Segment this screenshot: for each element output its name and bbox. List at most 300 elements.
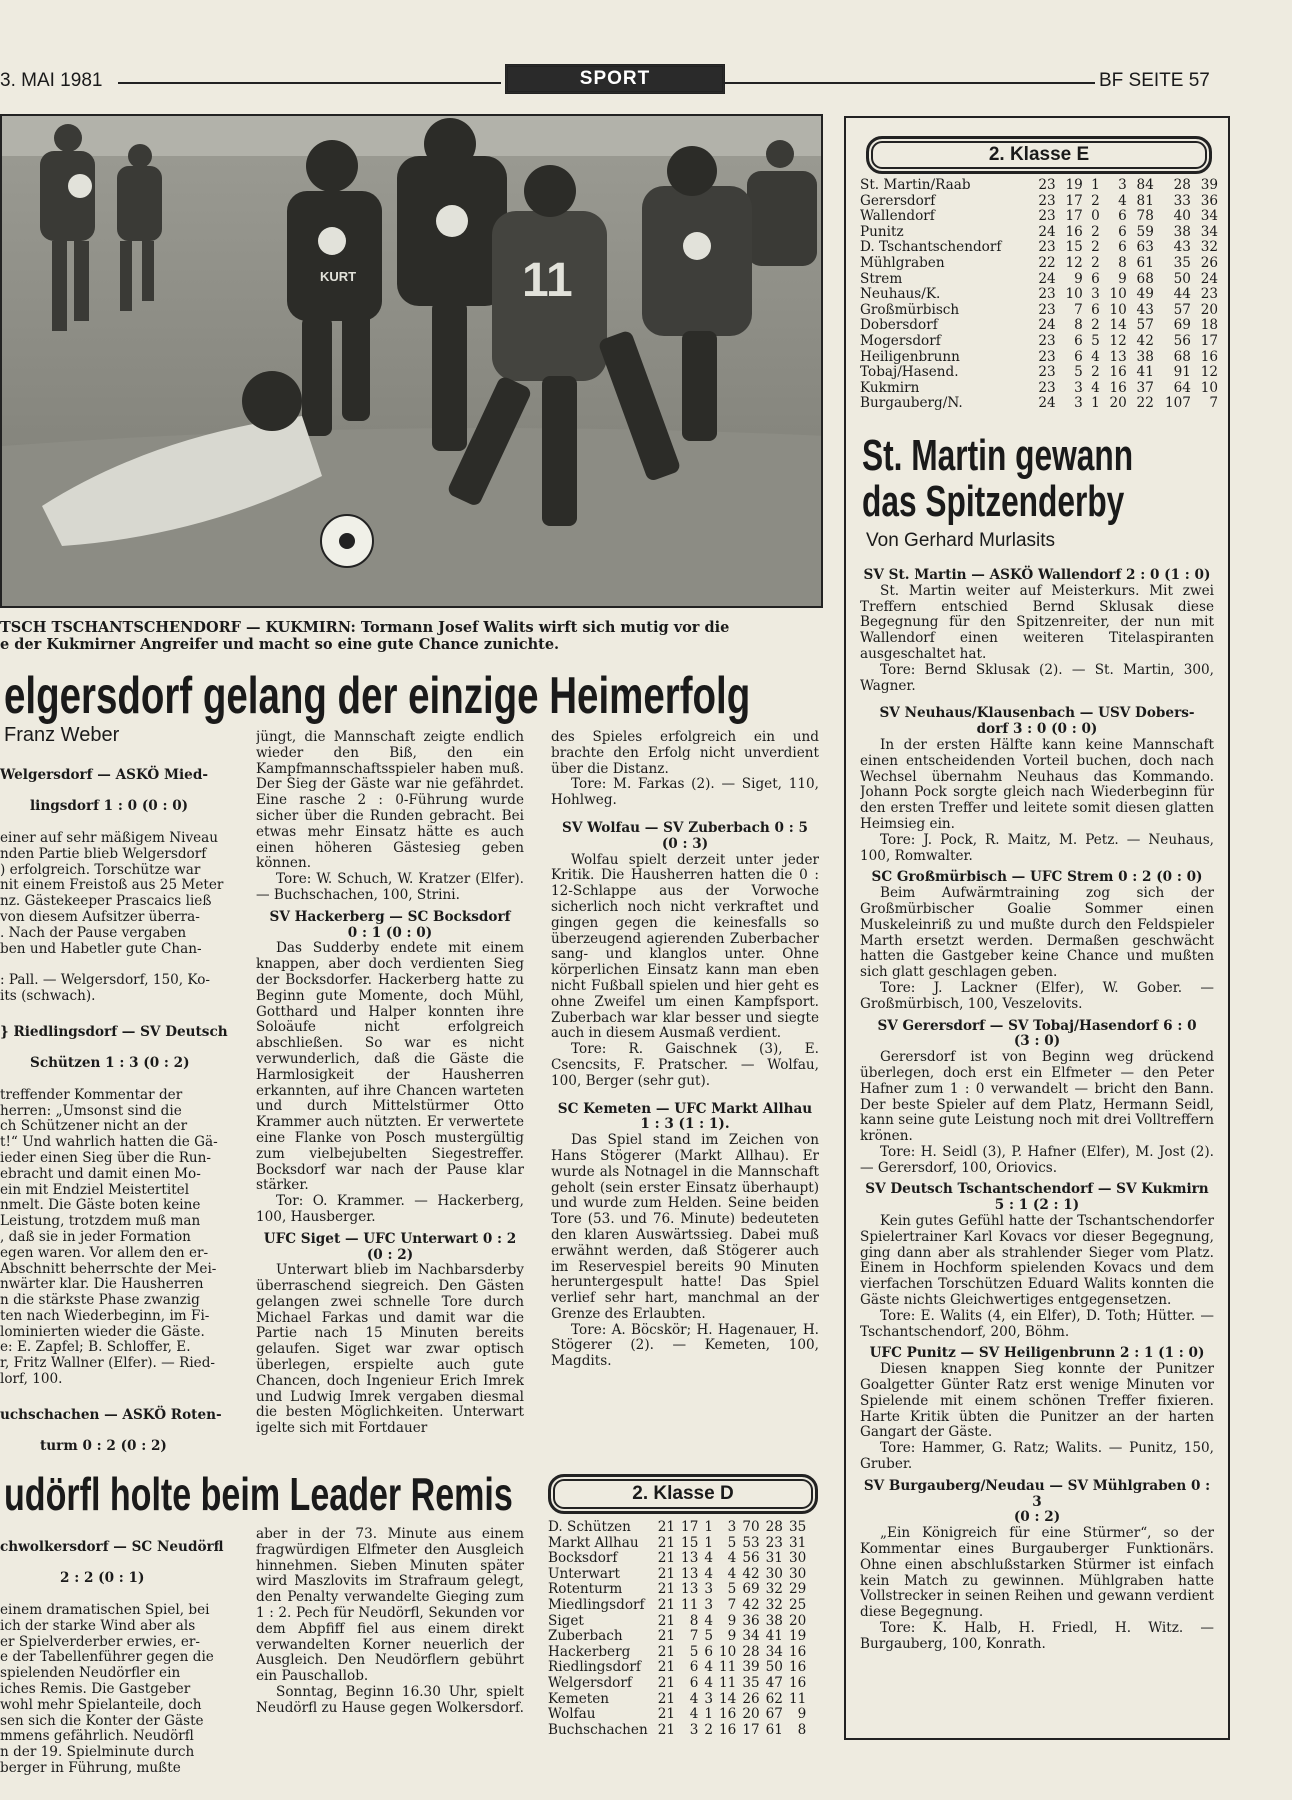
c2-match2-text: Unterwart blieb im Nachbarsderby überraschend siegreich. Den Gästen gelangen zwei schnelle Tore durch Michael Farkas und damit war die Partie nach 15 Minuten bereits gelaufen. Siget war zwar optisch überlegen, erspielte auch gute Chancen, doch Ingenieur Erich Imrek und Ludwig Imrek vergaben diesmal die besten Möglichkeiten. Unterwart igelte sich mit Fortdauer	[256, 1262, 524, 1437]
table-cell: 4	[689, 1690, 699, 1707]
table-row	[548, 1536, 806, 1552]
table-cell: 20	[1109, 395, 1127, 412]
table-cell: 64	[1173, 379, 1191, 396]
table-cell: 3	[704, 1690, 714, 1707]
r-m5-head2: 5 : 1 (2 : 1)	[994, 1197, 1080, 1214]
table-cell: 6	[1074, 348, 1083, 365]
r-m6-tore: Tore: Hammer, G. Ratz; Walits. — Punitz, 150, Gruber.	[860, 1440, 1214, 1473]
team-name: Siget	[548, 1612, 584, 1629]
table-cell: 36	[1200, 192, 1218, 209]
table-cell: 5	[1074, 364, 1083, 381]
table-row	[548, 1723, 806, 1739]
jersey-text: KURT	[320, 269, 357, 284]
r-m4-text: Gerersdorf ist von Beginn weg drückend überlegen, doch erst ein Elfmeter — den Peter Hafner zum 1 : 0 verwandelt — bricht den Bann. Der beste Spieler auf dem Platz, Hermann Seidl, kann seine gute Leistung noch mit drei Volltreffern krönen.	[860, 1049, 1214, 1145]
table-cell: 69	[742, 1581, 760, 1598]
team-name: Großmürbisch	[860, 301, 960, 318]
table-row	[548, 1707, 806, 1723]
table-cell: 3	[704, 1581, 714, 1598]
c1-match1-head2: lingsdorf 1 : 0 (0 : 0)	[30, 798, 189, 815]
main-headline: elgersdorf gelang der einzige Heimerfolg	[4, 667, 751, 725]
table-cell: 1	[704, 1519, 714, 1535]
table-cell: 24	[1038, 270, 1056, 287]
bottom-c2-text: aber in der 73. Minute aus einem fragwürdigen Elfmeter den Ausgleich hinnehmen. Sieben Minuten später wird Maszlovits im Strafraum gelegt, den Penalty verwandelte Gieging zum 1 : 2. Pech für Neudörfl, Sekunden vor dem Abpfiff fiel aus einem direkt verwandelten Korner neuerlich der Ausgleich. Den Neudörflern gebührt ein Pauschallob.	[256, 1527, 524, 1685]
table-cell: 21	[657, 1674, 676, 1691]
table-cell: 15	[681, 1534, 699, 1551]
table-cell: 57	[1173, 301, 1191, 318]
team-name: Unterwart	[548, 1565, 620, 1582]
table-row	[860, 240, 1218, 256]
table-row	[860, 225, 1218, 241]
bottom-c2-text2: Sonntag, Beginn 16.30 Uhr, spielt Neudörfl zu Hause gegen Wolkersdorf.	[256, 1683, 524, 1716]
table-cell: 30	[788, 1550, 807, 1567]
table-cell: 5	[727, 1534, 737, 1551]
team-name: D. Schützen	[548, 1519, 631, 1535]
table-cell: 39	[1200, 177, 1218, 193]
table-cell: 34	[742, 1628, 760, 1645]
table-cell: 7	[1074, 301, 1083, 318]
table-cell: 1	[704, 1706, 714, 1723]
bottom-column-2	[256, 1527, 524, 1777]
c3-match1-head1: SV Wolfau — SV Zuberbach 0 : 5	[562, 819, 808, 836]
table-cell: 32	[1200, 239, 1218, 256]
table-cell: 10	[1065, 286, 1083, 303]
table-cell: 14	[719, 1690, 737, 1707]
table-cell: 49	[1136, 286, 1154, 303]
c3-match1-head2: (0 : 3)	[661, 835, 709, 852]
table-cell: 32	[765, 1581, 783, 1598]
table-cell: 8	[1074, 317, 1083, 334]
table-cell: 9	[797, 1706, 807, 1723]
c2-match1-text: Das Sudderby endete mit einem knappen, aber doch verdienten Sieg der Bocksdorfer. Hackerberg hatte zu Beginn gute Momente, doch Mühl, Gotthard und Halper konnten ihre Soloäufe nicht erfolgreich abschließen. So war es nicht verwunderlich, daß die Gäste die Harmlosigkeit der Hausherren erkannten, auf ihre Chancen warteten und durch Mittelstürmer Otto Krammer auch nützten. Er verwertete eine Flanke von Posch mustergültig zum vielbejubelten Siegestreffer. Bocksdorf war nach der Pause klar stärker.	[256, 940, 524, 1194]
table-cell: 31	[788, 1534, 807, 1551]
table-cell: 34	[1200, 208, 1218, 225]
table-cell: 34	[1200, 223, 1218, 240]
table-cell: 13	[1109, 348, 1127, 365]
table-cell: 15	[1065, 239, 1083, 256]
table-cell: 16	[1200, 348, 1218, 365]
main-byline: Franz Weber	[4, 724, 120, 746]
table-cell: 21	[657, 1706, 676, 1723]
team-name: Zuberbach	[548, 1628, 623, 1645]
table-row	[860, 178, 1218, 194]
table-cell: 23	[1200, 286, 1218, 303]
r-m1-tore: Tore: Bernd Sklusak (2). — St. Martin, 300, Wagner.	[860, 661, 1214, 694]
bottom-c1-text: einem dramatischen Spiel, bei ich der starke Wind aber als er Spielverderber erwies, er- e der Tabellenführer gegen die spielenden Neudörfler ein iches Remis. Die Gastgeber wohl mehr Spielanteile, doch sen sich die Konter der Gäste mmens gefährlich. Neudörfl n der 19. Spielminute durch berger in Führung, mußte	[0, 1601, 214, 1776]
table-row	[860, 365, 1218, 381]
table-cell: 2	[1091, 364, 1100, 381]
table-cell: 19	[1065, 177, 1083, 193]
table-cell: 4	[704, 1674, 714, 1691]
table-cell: 4	[704, 1550, 714, 1567]
r-m2-tore: Tore: J. Pock, R. Maitz, M. Petz. — Neuhaus, 100, Romwalter.	[860, 831, 1214, 864]
table-cell: 33	[1173, 192, 1191, 209]
table-row	[548, 1520, 806, 1536]
table-cell: 10	[1109, 286, 1127, 303]
r-m2-head2: dorf 3 : 0 (0 : 0)	[976, 721, 1098, 738]
table-row	[860, 350, 1218, 366]
table-cell: 35	[1173, 254, 1191, 271]
table-row	[860, 318, 1218, 334]
c1-match2-text: treffender Kommentar der herren: „Umsonst sind die ch Schützener nicht an der t!“ Und wahrlich hatten die Gä- ieder einen Sieg über die Run- ebracht und damit einen Mo- ein mit Endziel Meistertitel nmelt. Die Gäste boten keine Leistung, trotzdem muß man , daß sie in jeder Formation egen waren. Vor allem den er- Abschnitt beherrschte der Mei- nwärter klar. Die Hausherren n die stärkste Phase zwanzig ten nach Wiederbeginn, im Fi- lominierten wieder die Gäste. e: E. Zapfel; B. Schloffer, E. r, Fritz Wallner (Elfer). — Ried- lorf, 100.	[0, 1086, 218, 1388]
table-cell: 22	[1136, 395, 1154, 412]
table-cell: 38	[765, 1612, 783, 1629]
table-cell: 11	[719, 1659, 737, 1676]
table-cell: 9	[727, 1612, 737, 1629]
r-m7-tore: Tore: K. Halb, H. Friedl, H. Witz. — Burgauberg, 100, Konrath.	[860, 1620, 1214, 1652]
table-cell: 17	[1065, 208, 1083, 225]
r-m3-text: Beim Aufwärmtraining zog sich der Großmürbischer Goalie Sommer einen Muskeleinriß zu und mußte durch den Feldspieler Marth ersetzt werden. Dermaßen geschwächt hatten die Gastgeber keine Chance und mußten sich glatt geschlagen geben.	[860, 885, 1214, 981]
team-name: Mühlgraben	[860, 254, 945, 271]
team-name: St. Martin/Raab	[860, 177, 971, 193]
table-cell: 23	[1038, 332, 1056, 349]
c1-match1-text: einer auf sehr mäßigem Niveau nden Partie blieb Welgersdorf ) erfolgreich. Torschütze war nit einem Freistoß aus 25 Meter nz. Gästekeeper Prascaics ließ von diesem Aufsitzer überra- . Nach der Pause vergaben ben und Habetler gute Chan-	[0, 829, 224, 957]
r-m5-tore: Tore: E. Walits (4, ein Elfer), D. Toth; Hütter. — Tschantschendorf, 200, Böhm.	[860, 1307, 1214, 1340]
table-row	[548, 1551, 806, 1567]
r-m6-head: UFC Punitz — SV Heiligenbrunn 2 : 1 (1 : 0)	[869, 1345, 1205, 1362]
c2-text0: jüngt, die Mannschaft zeigte endlich wieder den Biß, den ein Kampfmannschaftsspieler haben muß. Der Sieg der Gäste war nie gefährdet. Eine rasche 2 : 0-Führung wurde sicher über die Runden gebracht. Bei etwas mehr Einsatz hätte es auch einen höheren Gästesieg geben können.	[256, 730, 524, 872]
r-m3-tore: Tore: J. Lackner (Elfer), W. Gober. — Großmürbisch, 100, Veszelovits.	[860, 979, 1214, 1012]
table-cell: 16	[1109, 364, 1127, 381]
r-m5-text: Kein gutes Gefühl hatte der Tschantschendorfer Spielertrainer Karl Kovacs vor dieser Begegnung, ging dann aber als strahlender Sieger vom Platz. Einem in Hochform spielenden Kovacs und dem vierfachen Torschützen Eduard Walits konnten die Gäste nichts Gleichwertiges entgegensetzen.	[860, 1213, 1214, 1309]
table-cell: 56	[742, 1550, 760, 1567]
table-cell: 67	[765, 1706, 783, 1723]
table-cell: 59	[1136, 223, 1154, 240]
table-cell: 4	[1091, 379, 1100, 396]
r-m4-tore: Tore: H. Seidl (3), P. Hafner (Elfer), M. Jost (2). — Gerersdorf, 100, Oriovics.	[860, 1143, 1214, 1176]
table-cell: 25	[788, 1596, 807, 1613]
table-cell: 35	[788, 1519, 807, 1535]
table-cell: 7	[1209, 395, 1218, 412]
c2-tore0: Tore: W. Schuch, W. Kratzer (Elfer). — Buchschachen, 100, Strini.	[256, 871, 524, 903]
table-cell: 5	[689, 1643, 699, 1660]
table-cell: 56	[1173, 332, 1191, 349]
team-name: D. Tschantschendorf	[860, 239, 1002, 256]
table-row	[860, 256, 1218, 272]
klasse-d-standings	[548, 1520, 806, 1738]
team-name: Miedlingsdorf	[548, 1596, 645, 1613]
table-cell: 61	[1136, 254, 1154, 271]
table-cell: 61	[765, 1721, 783, 1738]
table-cell: 30	[765, 1565, 783, 1582]
team-name: Heiligenbrunn	[860, 348, 960, 365]
caption-line-2: e der Kukmirner Angreifer und macht so eine gute Chance zunichte.	[0, 636, 560, 653]
r-m1-head: SV St. Martin — ASKÖ Wallendorf 2 : 0 (1 : 0)	[863, 567, 1211, 583]
r-m2-head1: SV Neuhaus/Klausenbach — USV Dobers-	[879, 705, 1195, 722]
r-m4-head1: SV Gerersdorf — SV Tobaj/Hasendorf 6 : 0	[877, 1017, 1197, 1034]
table-cell: 34	[765, 1643, 783, 1660]
photo-caption	[0, 619, 822, 653]
table-cell: 21	[657, 1721, 676, 1738]
c2-match1-tore: Tor: O. Krammer. — Hackerberg, 100, Hausberger.	[256, 1193, 524, 1225]
table-cell: 10	[1109, 301, 1127, 318]
team-name: Punitz	[860, 223, 904, 240]
table-cell: 23	[1038, 301, 1056, 318]
issue-date: 3. MAI 1981	[0, 70, 103, 91]
table-cell: 21	[657, 1690, 676, 1707]
table-cell: 21	[657, 1643, 676, 1660]
table-row	[548, 1614, 806, 1630]
team-name: Hackerberg	[548, 1643, 631, 1660]
table-cell: 14	[1109, 317, 1127, 334]
right-article-body	[860, 562, 1214, 1722]
table-cell: 47	[765, 1674, 783, 1691]
table-cell: 5	[727, 1581, 737, 1598]
r-m7-head1: SV Burgauberg/Neudau — SV Mühlgraben 0 : 3	[863, 1477, 1211, 1510]
table-cell: 5	[704, 1628, 714, 1645]
table-row	[548, 1582, 806, 1598]
table-cell: 16	[1109, 379, 1127, 396]
table-row	[860, 272, 1218, 288]
team-name: Gerersdorf	[860, 192, 936, 209]
table-cell: 21	[657, 1534, 676, 1551]
table-cell: 2	[1091, 223, 1100, 240]
table-row	[860, 194, 1218, 210]
klasse-e-title: 2. Klasse E	[866, 136, 1212, 174]
table-cell: 16	[719, 1706, 737, 1723]
table-cell: 9	[1074, 270, 1083, 287]
table-row	[860, 209, 1218, 225]
table-cell: 21	[657, 1581, 676, 1598]
table-cell: 2	[1091, 254, 1100, 271]
table-cell: 81	[1136, 192, 1154, 209]
team-name: Dobersdorf	[860, 317, 938, 334]
table-cell: 37	[1136, 379, 1154, 396]
right-headline-2: das Spitzenderby	[862, 477, 1125, 526]
table-cell: 8	[1118, 254, 1127, 271]
table-cell: 3	[1074, 395, 1083, 412]
team-name: Riedlingsdorf	[548, 1659, 641, 1676]
table-row	[548, 1676, 806, 1692]
r-m5-head1: SV Deutsch Tschantschendorf — SV Kukmirn	[865, 1181, 1209, 1198]
table-cell: 84	[1136, 177, 1154, 193]
table-cell: 3	[704, 1596, 714, 1613]
table-row	[548, 1629, 806, 1645]
table-cell: 26	[742, 1690, 760, 1707]
table-cell: 70	[742, 1519, 760, 1535]
table-cell: 16	[788, 1659, 807, 1676]
table-cell: 6	[1118, 239, 1127, 256]
c3-match2-head2: 1 : 3 (1 : 1).	[640, 1116, 730, 1133]
c2-match1-head2: 0 : 1 (0 : 0)	[347, 924, 433, 941]
table-cell: 42	[742, 1565, 760, 1582]
right-byline: Von Gerhard Murlasits	[866, 530, 1056, 551]
klasse-d-title: 2. Klasse D	[548, 1474, 818, 1514]
table-cell: 21	[657, 1659, 676, 1676]
table-cell: 28	[742, 1643, 760, 1660]
r-m3-head: SC Großmürbisch — UFC Strem 0 : 2 (0 : 0)	[871, 869, 1203, 886]
header-rule-right	[722, 82, 1095, 84]
c2-match1-head1: SV Hackerberg — SC Bocksdorf	[269, 908, 511, 925]
r-m1-text: St. Martin weiter auf Meisterkurs. Mit zwei Treffern entschied Bernd Sklusak diese Begegnung für den Spitzenreiter, der nun mit Wallendorf einen weiteren Titelaspiranten ausgeschaltet hat.	[860, 582, 1214, 662]
table-cell: 21	[657, 1596, 676, 1613]
table-cell: 4	[704, 1565, 714, 1582]
table-cell: 62	[765, 1690, 783, 1707]
table-cell: 23	[1038, 286, 1056, 303]
table-cell: 23	[1038, 364, 1056, 381]
table-cell: 23	[765, 1534, 783, 1551]
table-cell: 4	[704, 1612, 714, 1629]
table-cell: 23	[1038, 239, 1056, 256]
table-cell: 68	[1136, 270, 1154, 287]
c3-match2-tore: Tore: A. Böcskör; H. Hagenauer, H. Stögerer (2). — Kemeten, 100, Magdits.	[551, 1321, 819, 1370]
table-cell: 13	[681, 1550, 699, 1567]
table-cell: 21	[657, 1550, 676, 1567]
bottom-match-head1: chwolkersdorf — SC Neudörfl	[0, 1538, 224, 1555]
table-cell: 42	[742, 1596, 760, 1613]
shirt-number: 11	[522, 254, 573, 307]
table-cell: 6	[1118, 223, 1127, 240]
table-cell: 16	[788, 1643, 807, 1660]
photo-illustration	[2, 116, 823, 608]
table-cell: 20	[788, 1612, 807, 1629]
r-m7-text: „Ein Königreich für eine Stürmer“, so der Kommentar eines Burgauberger Funktionärs. Ohne einen abschlußstarken Stürmer ist einfach kein Match zu gewinnen. Mühlgraben hatte Vollstrecker in seinen Reihen und gewann verdient diese Begegnung.	[860, 1525, 1214, 1621]
table-cell: 2	[1091, 239, 1100, 256]
table-cell: 57	[1136, 317, 1154, 334]
table-cell: 6	[1091, 301, 1100, 318]
table-cell: 3	[1118, 177, 1127, 193]
table-cell: 53	[742, 1534, 760, 1551]
table-row	[860, 287, 1218, 303]
table-cell: 10	[1200, 379, 1218, 396]
table-row	[860, 381, 1218, 397]
table-cell: 36	[742, 1612, 760, 1629]
caption-line-1: TSCH TSCHANTSCHENDORF — KUKMIRN: Tormann Josef Walits wirft sich mutig vor die	[0, 619, 730, 636]
table-cell: 18	[1200, 317, 1218, 334]
table-cell: 39	[742, 1659, 760, 1676]
table-cell: 28	[765, 1519, 783, 1535]
team-name: Kemeten	[548, 1690, 610, 1707]
table-cell: 3	[727, 1519, 737, 1535]
table-cell: 38	[1136, 348, 1154, 365]
table-cell: 50	[1173, 270, 1191, 287]
table-row	[548, 1598, 806, 1614]
team-name: Tobaj/Hasend.	[860, 364, 959, 381]
team-name: Markt Allhau	[548, 1534, 639, 1551]
team-name: Bocksdorf	[548, 1550, 618, 1567]
table-cell: 44	[1173, 286, 1191, 303]
table-cell: 40	[1173, 208, 1191, 225]
table-cell: 11	[719, 1674, 737, 1691]
r-m6-text: Diesen knappen Sieg konnte der Punitzer Goalgetter Günter Ratz erst wenige Minuten vor Spielende mit einem schönen Treffer fixieren. Harte Kritik übten die Punitzer an der harten Gangart der Gäste.	[860, 1361, 1214, 1441]
table-cell: 23	[1038, 379, 1056, 396]
table-cell: 6	[1118, 208, 1127, 225]
table-cell: 28	[1173, 177, 1191, 193]
table-cell: 16	[788, 1674, 807, 1691]
table-cell: 23	[1038, 177, 1056, 193]
c3-text0: des Spieles erfolgreich ein und brachte den Erfolg nicht unverdient über die Distanz.	[551, 730, 819, 777]
table-cell: 9	[1118, 270, 1127, 287]
team-name: Wolfau	[548, 1706, 596, 1723]
team-name: Mogersdorf	[860, 332, 941, 349]
table-cell: 3	[689, 1721, 699, 1738]
table-cell: 6	[704, 1643, 714, 1660]
team-name: Strem	[860, 270, 903, 287]
c1-match2-head2: Schützen 1 : 3 (0 : 2)	[30, 1055, 190, 1072]
team-name: Kukmirn	[860, 379, 920, 396]
table-cell: 6	[1091, 270, 1100, 287]
c3-tore0: Tore: M. Farkas (2). — Siget, 110, Hohlweg.	[551, 776, 819, 809]
table-cell: 24	[1038, 317, 1056, 334]
table-cell: 2	[704, 1721, 714, 1738]
table-cell: 12	[1200, 364, 1218, 381]
r-m2-text: In der ersten Hälfte kann keine Mannschaft einen entscheidenden Vorteil buchen, doch nach Wechsel übernahm Neuhaus das Kommando. Johann Pock sorgte gleich nach Wiederbeginn für den ersten Treffer und leitete somit diesen glatten Heimsieg ein.	[860, 736, 1214, 832]
team-name: Burgauberg/N.	[860, 395, 963, 412]
table-cell: 3	[1074, 379, 1083, 396]
table-cell: 41	[1136, 364, 1154, 381]
table-row	[548, 1692, 806, 1708]
table-cell: 41	[765, 1628, 783, 1645]
klasse-d-table	[548, 1520, 818, 1738]
table-cell: 4	[1091, 348, 1100, 365]
table-cell: 12	[1065, 254, 1083, 271]
table-cell: 19	[788, 1628, 807, 1645]
table-row	[860, 303, 1218, 319]
team-name: Neuhaus/K.	[860, 286, 941, 303]
table-cell: 23	[1038, 348, 1056, 365]
main-column-1	[0, 752, 232, 1460]
table-cell: 8	[689, 1612, 699, 1629]
main-column-2	[256, 730, 524, 1460]
table-cell: 42	[1136, 332, 1154, 349]
table-cell: 63	[1136, 239, 1154, 256]
table-cell: 4	[1118, 192, 1127, 209]
klasse-e-table	[860, 178, 1224, 412]
table-cell: 17	[681, 1519, 699, 1535]
table-cell: 4	[727, 1550, 737, 1567]
c1-match1-head1: Welgersdorf — ASKÖ Mied-	[0, 766, 208, 783]
table-cell: 38	[1173, 223, 1191, 240]
table-cell: 16	[1065, 223, 1083, 240]
table-cell: 21	[657, 1628, 676, 1645]
table-cell: 3	[1091, 286, 1100, 303]
table-cell: 30	[788, 1565, 807, 1582]
table-cell: 10	[719, 1643, 737, 1660]
table-cell: 21	[657, 1612, 676, 1629]
team-name: Wallendorf	[860, 208, 935, 225]
table-cell: 43	[1173, 239, 1191, 256]
table-cell: 91	[1173, 364, 1191, 381]
table-cell: 35	[742, 1674, 760, 1691]
table-cell: 12	[1109, 332, 1127, 349]
klasse-e-standings	[860, 178, 1218, 412]
table-cell: 4	[689, 1706, 699, 1723]
table-cell: 24	[1038, 395, 1056, 412]
table-cell: 68	[1173, 348, 1191, 365]
table-cell: 1	[704, 1534, 714, 1551]
c3-match2-text: Das Spiel stand im Zeichen von Hans Stögerer (Markt Allhau). Er wurde als Notnagel in die Mannschaft geholt (sein erster Einsatz überhaupt) und wurde zum Helden. Seine beiden Tore (53. und 76. Minute) bedeuteten den klaren Auswärtssieg. Dabei muß erwähnt werden, daß Stögerer auch im Reservespiel bereits 90 Minuten heruntergespult hatte! Das Spiel verlief sehr hart, manchmal an der Grenze des Erlaubten.	[551, 1132, 819, 1322]
table-cell: 22	[1038, 254, 1056, 271]
table-cell: 32	[765, 1596, 783, 1613]
table-cell: 16	[719, 1721, 737, 1738]
table-cell: 5	[1091, 332, 1100, 349]
header-rule-left	[118, 82, 501, 84]
table-cell: 50	[765, 1659, 783, 1676]
table-cell: 9	[727, 1628, 737, 1645]
team-name: Rotenturm	[548, 1581, 623, 1598]
table-cell: 17	[1065, 192, 1083, 209]
table-cell: 24	[1038, 223, 1056, 240]
table-cell: 31	[765, 1550, 783, 1567]
table-cell: 4	[704, 1659, 714, 1676]
table-cell: 13	[681, 1565, 699, 1582]
table-cell: 4	[727, 1565, 737, 1582]
table-cell: 23	[1038, 208, 1056, 225]
table-cell: 1	[1091, 177, 1100, 193]
table-row	[548, 1567, 806, 1583]
table-cell: 21	[657, 1519, 676, 1535]
table-cell: 1	[1091, 395, 1100, 412]
table-cell: 17	[742, 1721, 760, 1738]
